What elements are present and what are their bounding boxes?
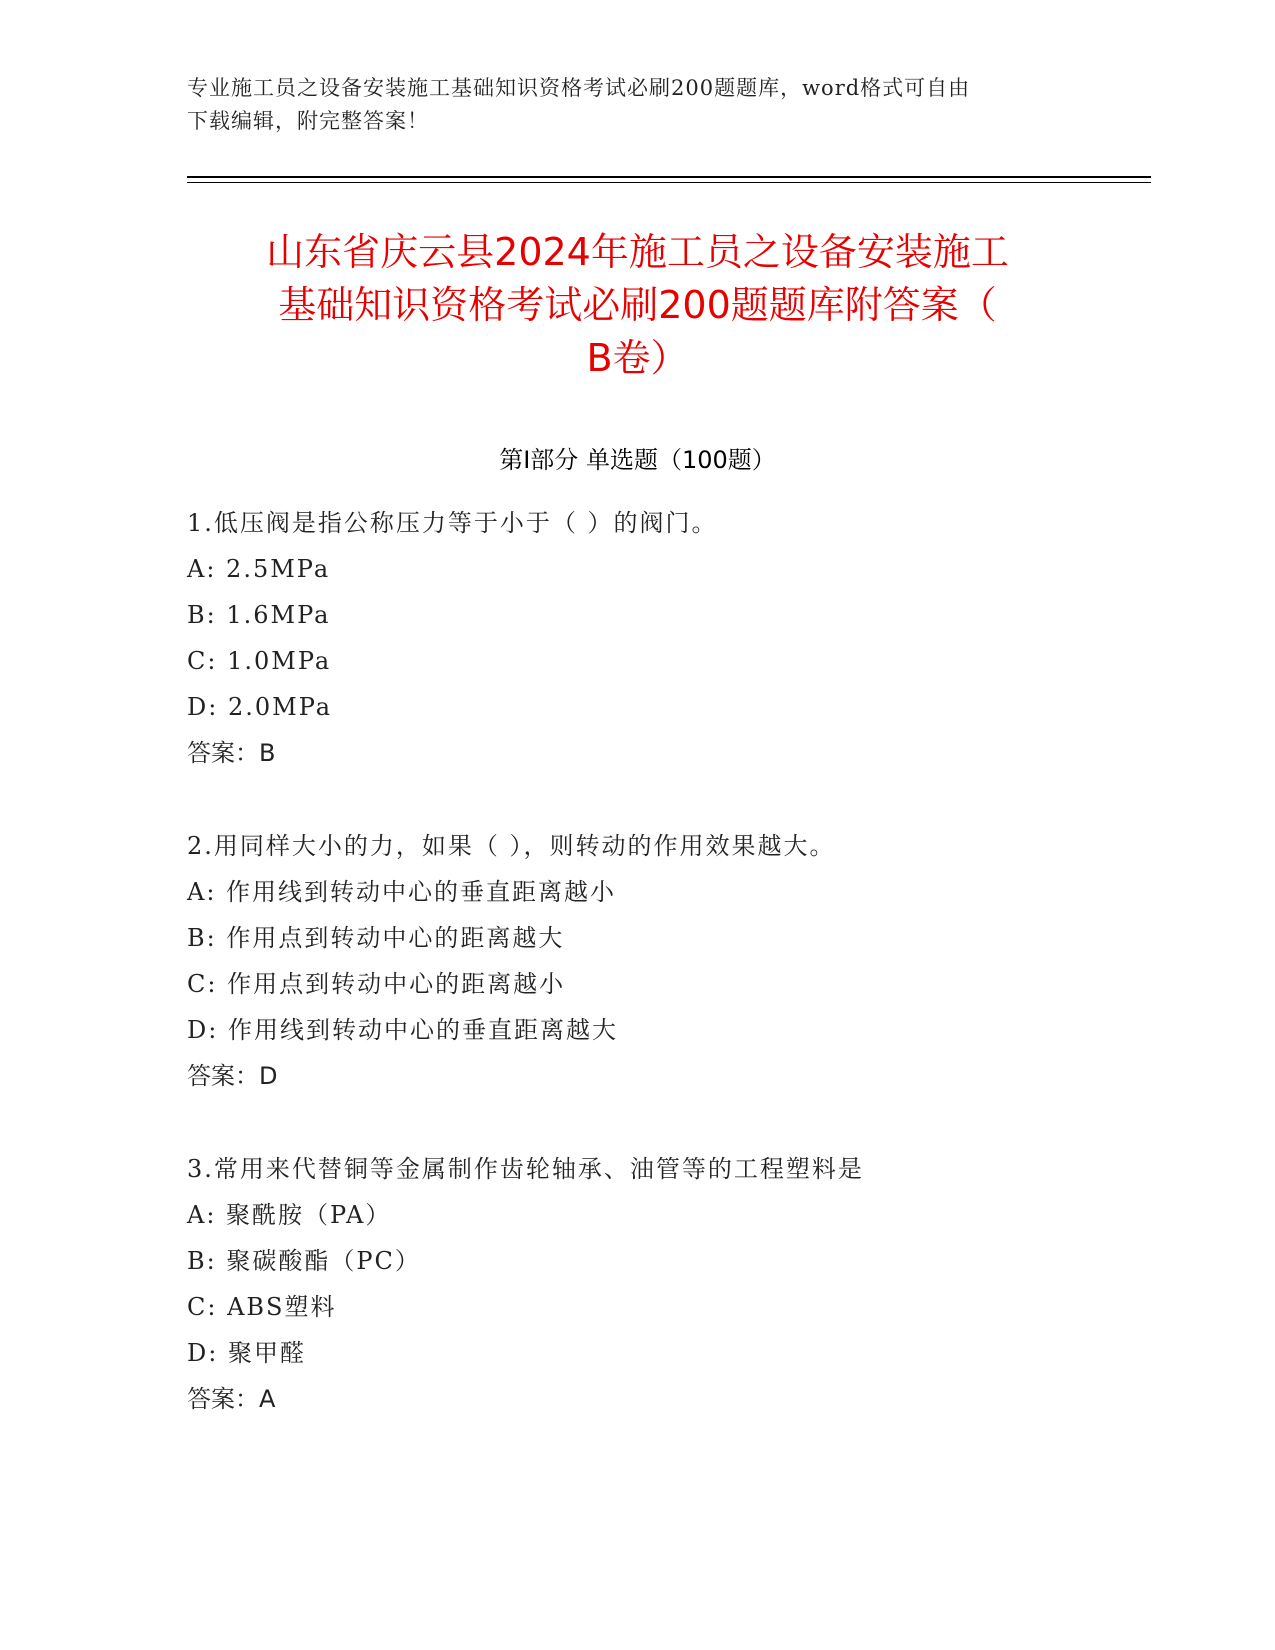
option-b: B: 聚碳酸酯（PC） (187, 1247, 421, 1275)
option-d: D: 2.0MPa (187, 693, 333, 721)
header-note-line: 下载编辑，附完整答案！ (187, 109, 429, 133)
question-stem: 1.低压阀是指公称压力等于小于（ ）的阀门。 (187, 509, 718, 537)
document-title (160, 226, 1115, 385)
title-line: 山东省庆云县2024年施工员之设备安装施工 (266, 230, 1009, 274)
option-a: A: 聚酰胺（PA） (187, 1201, 392, 1229)
option-b: B: 作用点到转动中心的距离越大 (187, 924, 565, 952)
option-a: A: 2.5MPa (187, 555, 331, 583)
option-b: B: 1.6MPa (187, 601, 331, 629)
header-divider-thick (187, 176, 1151, 178)
option-a: A: 作用线到转动中心的垂直距离越小 (187, 878, 617, 906)
option-c: C: 作用点到转动中心的距离越小 (187, 970, 566, 998)
header-note-line: 专业施工员之设备安装施工基础知识资格考试必刷200题题库，word格式可自由 (187, 76, 971, 100)
option-c: C: ABS塑料 (187, 1293, 337, 1321)
question-stem: 2.用同样大小的力，如果（ ），则转动的作用效果越大。 (187, 832, 836, 860)
question-block (187, 1146, 1187, 1422)
answer-line: 答案：B (187, 739, 276, 767)
question-block (187, 500, 1187, 776)
answer-line: 答案：A (187, 1385, 276, 1413)
option-d: D: 作用线到转动中心的垂直距离越大 (187, 1016, 618, 1044)
title-line: 基础知识资格考试必刷200题题库附答案（ (278, 283, 997, 327)
option-c: C: 1.0MPa (187, 647, 332, 675)
section-title: 第Ⅰ部分 单选题（100题） (499, 446, 776, 474)
header-divider-thin (187, 182, 1151, 183)
answer-line: 答案：D (187, 1062, 278, 1090)
header-note (187, 72, 1067, 138)
question-block (187, 823, 1187, 1099)
title-line: B卷） (586, 336, 689, 380)
option-d: D: 聚甲醛 (187, 1339, 306, 1367)
question-stem: 3.常用来代替铜等金属制作齿轮轴承、油管等的工程塑料是 (187, 1155, 864, 1183)
